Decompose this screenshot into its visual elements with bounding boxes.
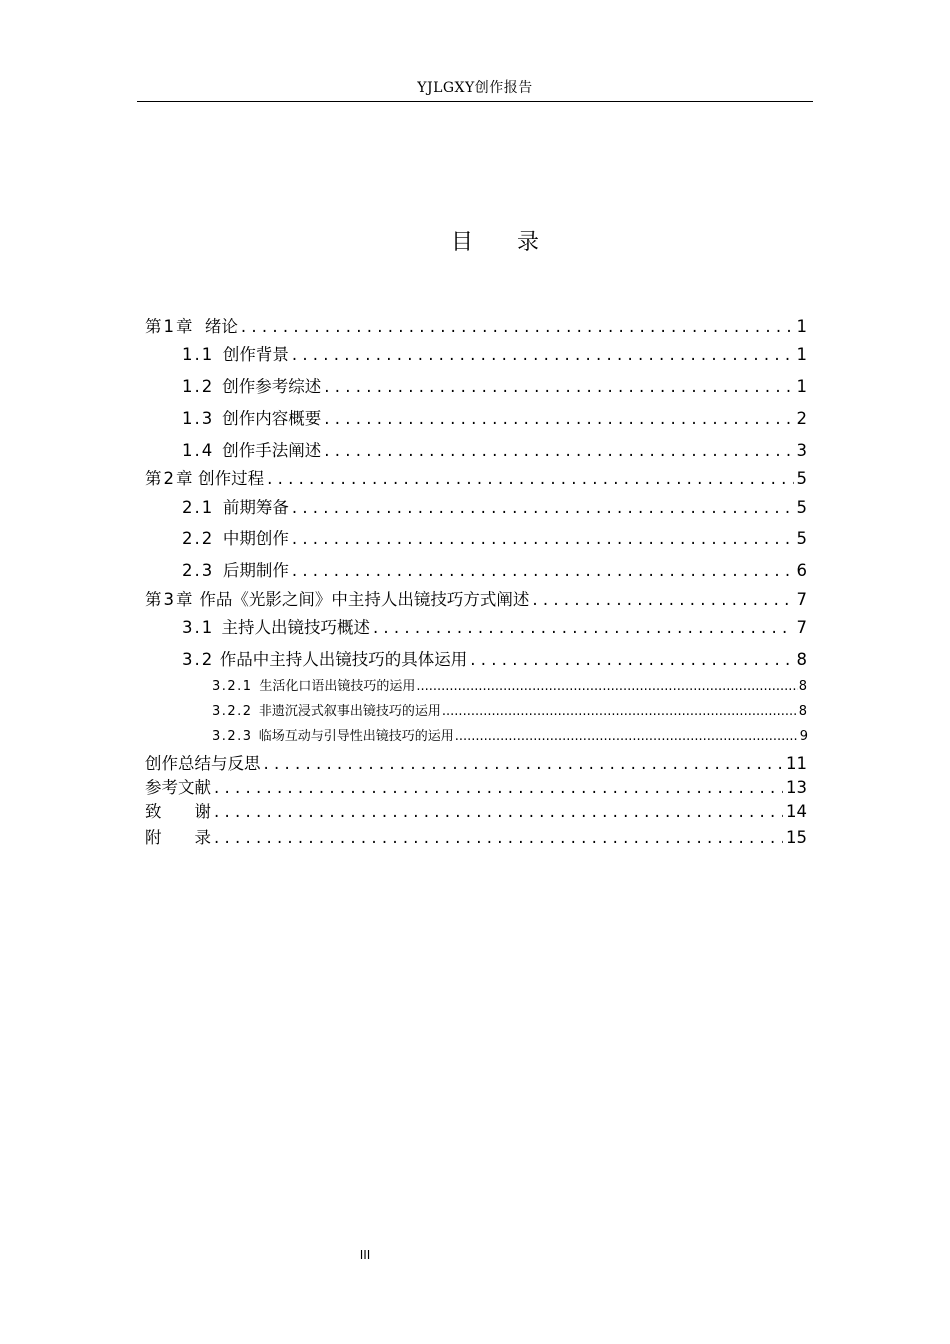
- toc-entry-number: 第2章: [145, 469, 195, 488]
- toc-entry-page: 8: [796, 650, 807, 669]
- toc-entry-page: 1: [796, 377, 807, 396]
- toc-entry-number: 3.2.1: [212, 679, 253, 694]
- toc-title: 目 录: [450, 230, 539, 255]
- toc-entry-title: 创作背景: [222, 345, 289, 364]
- toc-leader-dots: [532, 588, 793, 612]
- toc-entry-page: 8: [798, 704, 807, 719]
- toc-entry-appendix[interactable]: [145, 826, 807, 850]
- toc-entry-page: 3: [796, 441, 807, 460]
- toc-entry-title: 作品中主持人出镜技巧的具体运用: [219, 650, 468, 669]
- toc-leader-dots: [292, 342, 794, 368]
- toc-entry-title: 作品《光影之间》中主持人出镜技巧方式阐述: [199, 590, 530, 609]
- toc-leader-dots: [455, 727, 799, 747]
- toc-entry-number: 1.4: [182, 441, 215, 460]
- toc-entry-section-2-2[interactable]: [182, 526, 807, 552]
- toc-entry-chapter-1[interactable]: [145, 315, 807, 339]
- toc-leader-dots: [292, 495, 794, 521]
- running-header: YJLGXY创作报告: [417, 80, 533, 96]
- toc-entry-number: 2.1: [182, 498, 215, 517]
- page-number: III: [359, 1248, 371, 1262]
- toc-entry-number: 2.3: [182, 561, 215, 580]
- toc-leader-dots: [292, 558, 794, 584]
- toc-leader-dots: [264, 752, 784, 776]
- toc-entry-subsection-3-2-1[interactable]: [212, 677, 807, 697]
- toc-entry-number: 3.2.2: [212, 704, 253, 719]
- toc-entry-number: 第1章: [145, 317, 195, 336]
- toc-leader-dots: [267, 467, 793, 491]
- toc-entry-title: 中期创作: [222, 529, 289, 548]
- toc-entry-chapter-2[interactable]: [145, 467, 807, 491]
- toc-leader-dots: [373, 615, 794, 641]
- toc-entry-page: 5: [796, 469, 807, 488]
- toc-entry-section-3-2[interactable]: [182, 647, 807, 673]
- toc-entry-chapter-3[interactable]: [145, 588, 807, 612]
- toc-entry-title: 创作总结与反思: [145, 754, 261, 773]
- toc-entry-section-1-3[interactable]: [182, 406, 807, 432]
- toc-entry-title: 前期筹备: [222, 498, 289, 517]
- toc-entry-page: 5: [796, 529, 807, 548]
- toc-entry-title: 后期制作: [222, 561, 289, 580]
- toc-leader-dots: [324, 406, 793, 432]
- toc-leader-dots: [214, 826, 783, 850]
- toc-leader-dots: [324, 438, 793, 464]
- toc-entry-title: 生活化口语出镜技巧的运用: [259, 679, 416, 694]
- toc-entry-title: 非遗沉浸式叙事出镜技巧的运用: [258, 704, 441, 719]
- toc-entry-references[interactable]: [145, 776, 807, 800]
- toc-entry-number: 3.2.3: [212, 729, 253, 744]
- toc-entry-page: 2: [796, 409, 807, 428]
- toc-entry-page: 15: [786, 828, 807, 847]
- toc-entry-title: 创作手法阐述: [222, 441, 322, 460]
- toc-entry-number: 1.1: [182, 345, 215, 364]
- header-rule: [137, 101, 813, 102]
- toc-entry-page: 11: [786, 754, 807, 773]
- toc-entry-page: 7: [796, 618, 807, 637]
- toc-entry-number: 2.2: [182, 529, 215, 548]
- toc-leader-dots: [214, 776, 783, 800]
- toc-entry-section-1-2[interactable]: [182, 374, 807, 400]
- toc-leader-dots: [324, 374, 793, 400]
- toc-entry-section-2-1[interactable]: [182, 495, 807, 521]
- toc-leader-dots: [241, 315, 794, 339]
- toc-entry-title: 创作内容概要: [222, 409, 322, 428]
- toc-entry-title: 致 谢: [145, 802, 211, 821]
- toc-entry-number: 3.2: [182, 650, 215, 669]
- toc-entry-page: 5: [796, 498, 807, 517]
- toc-entry-title: 临场互动与引导性出镜技巧的运用: [258, 729, 454, 744]
- toc-entry-number: 第3章: [145, 590, 195, 609]
- toc-leader-dots: [214, 800, 783, 824]
- toc-entry-page: 7: [796, 590, 807, 609]
- toc-entry-title: 创作过程: [198, 469, 265, 488]
- toc-entry-page: 8: [798, 679, 807, 694]
- toc-entry-number: 1.3: [182, 409, 215, 428]
- toc-entry-title: 参考文献: [145, 778, 211, 797]
- toc-entry-title: 创作参考综述: [222, 377, 322, 396]
- toc-entry-subsection-3-2-2[interactable]: [212, 702, 807, 722]
- toc-entry-title: 附 录: [145, 828, 211, 847]
- toc-entry-subsection-3-2-3[interactable]: [212, 727, 808, 747]
- toc-leader-dots: [442, 702, 798, 722]
- toc-entry-section-2-3[interactable]: [182, 558, 807, 584]
- toc-leader-dots: [416, 677, 797, 697]
- toc-entry-page: 1: [796, 317, 807, 336]
- toc-entry-page: 13: [786, 778, 807, 797]
- toc-entry-page: 14: [786, 802, 807, 821]
- toc-entry-page: 6: [796, 561, 807, 580]
- toc-entry-number: 1.2: [182, 377, 215, 396]
- toc-entry-summary[interactable]: [145, 752, 807, 776]
- toc-entry-title: 绪论: [204, 317, 238, 336]
- toc-leader-dots: [470, 647, 793, 673]
- toc-entry-number: 3.1: [182, 618, 215, 637]
- toc-leader-dots: [292, 526, 794, 552]
- toc-entry-section-1-4[interactable]: [182, 438, 807, 464]
- toc-entry-section-1-1[interactable]: [182, 342, 807, 368]
- toc-entry-acknowledgements[interactable]: [145, 800, 807, 824]
- toc-entry-section-3-1[interactable]: [182, 615, 807, 641]
- toc-entry-page: 9: [799, 729, 808, 744]
- toc-entry-title: 主持人出镜技巧概述: [221, 618, 370, 637]
- toc-entry-page: 1: [796, 345, 807, 364]
